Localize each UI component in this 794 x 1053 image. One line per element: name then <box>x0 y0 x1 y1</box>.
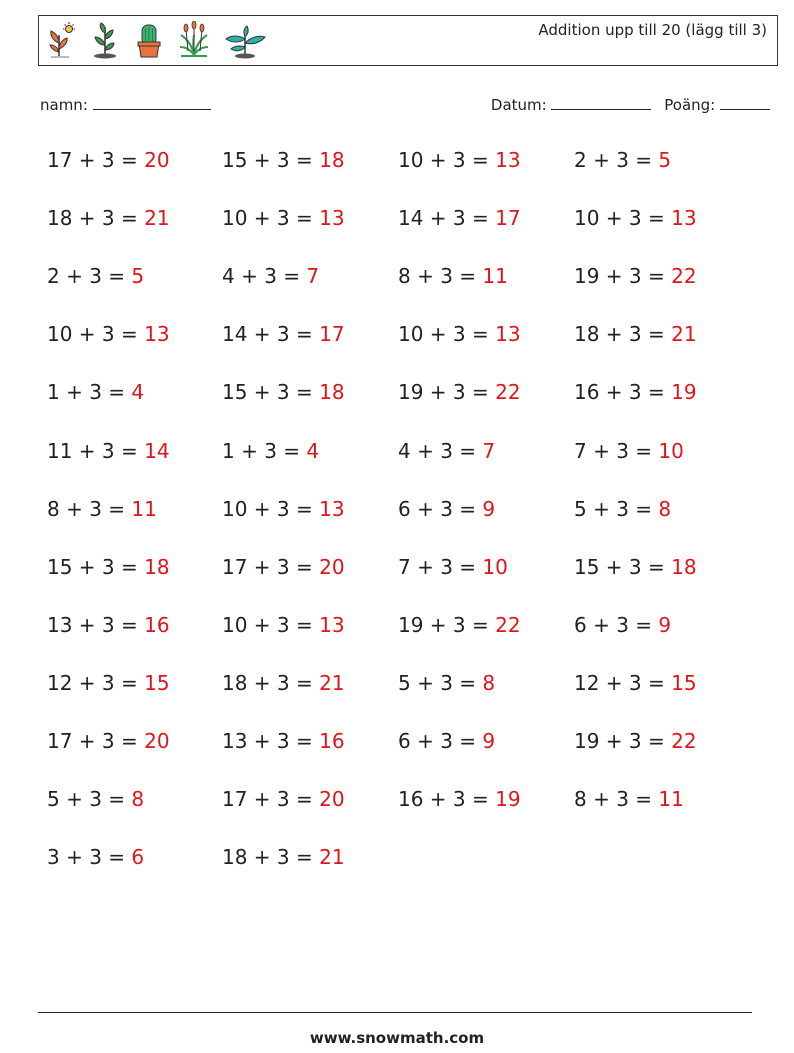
date-label: Datum: <box>490 96 547 114</box>
problem-item <box>47 264 144 288</box>
date-blank-line[interactable] <box>551 95 651 110</box>
problem-answer: 18 <box>144 555 170 579</box>
problem-item <box>574 264 697 288</box>
problem-answer: 13 <box>495 148 521 172</box>
problem-answer: 10 <box>658 439 684 463</box>
problem-answer: 21 <box>319 845 345 869</box>
problem-answer: 7 <box>482 439 496 463</box>
problem-item <box>398 264 508 288</box>
problem-item <box>574 206 697 230</box>
problem-answer: 5 <box>131 264 145 288</box>
problem-expression: 1 + 3 = <box>47 380 132 404</box>
problem-answer: 16 <box>144 613 170 637</box>
problem-item <box>574 671 697 695</box>
problem-answer: 13 <box>319 497 345 521</box>
problem-expression: 19 + 3 = <box>398 613 496 637</box>
problem-expression: 18 + 3 = <box>222 845 320 869</box>
problem-item <box>574 613 671 637</box>
problem-expression: 15 + 3 = <box>47 555 145 579</box>
problem-item <box>222 555 345 579</box>
problem-answer: 20 <box>144 729 170 753</box>
problem-answer: 7 <box>306 264 320 288</box>
problem-item <box>398 439 495 463</box>
problem-answer: 20 <box>319 787 345 811</box>
problem-answer: 18 <box>671 555 697 579</box>
problem-item <box>47 555 170 579</box>
problem-answer: 21 <box>671 322 697 346</box>
problem-answer: 15 <box>144 671 170 695</box>
problem-expression: 2 + 3 = <box>47 264 132 288</box>
problem-expression: 18 + 3 = <box>574 322 672 346</box>
problem-item <box>574 380 697 404</box>
problem-item <box>222 322 345 346</box>
problem-item <box>222 671 345 695</box>
problem-item <box>222 206 345 230</box>
problem-answer: 10 <box>482 555 508 579</box>
problem-item <box>47 148 170 172</box>
problem-answer: 8 <box>658 497 672 521</box>
problem-answer: 19 <box>495 787 521 811</box>
problem-item <box>222 439 319 463</box>
problem-item <box>398 613 521 637</box>
problem-answer: 13 <box>495 322 521 346</box>
header-box <box>38 15 778 66</box>
problem-answer: 9 <box>482 497 496 521</box>
problem-answer: 14 <box>144 439 170 463</box>
problem-expression: 8 + 3 = <box>574 787 659 811</box>
problem-expression: 19 + 3 = <box>398 380 496 404</box>
problem-answer: 13 <box>671 206 697 230</box>
problem-answer: 22 <box>671 264 697 288</box>
problem-expression: 3 + 3 = <box>47 845 132 869</box>
problem-answer: 21 <box>319 671 345 695</box>
problem-item <box>574 497 671 521</box>
problem-expression: 10 + 3 = <box>222 497 320 521</box>
problem-item <box>222 729 345 753</box>
worksheet-title: Addition upp till 20 (lägg till 3) <box>538 21 767 39</box>
problem-expression: 8 + 3 = <box>398 264 483 288</box>
problem-answer: 8 <box>482 671 496 695</box>
problem-answer: 13 <box>319 206 345 230</box>
problem-answer: 19 <box>671 380 697 404</box>
seedling-icon <box>223 21 267 59</box>
problem-item <box>222 380 345 404</box>
problem-answer: 17 <box>495 206 521 230</box>
problem-expression: 4 + 3 = <box>222 264 307 288</box>
name-blank-line[interactable] <box>93 95 211 110</box>
problem-item <box>47 497 157 521</box>
problem-item <box>398 206 521 230</box>
problem-item <box>222 148 345 172</box>
problem-answer: 16 <box>319 729 345 753</box>
problem-expression: 16 + 3 = <box>574 380 672 404</box>
problem-expression: 10 + 3 = <box>398 322 496 346</box>
problem-item <box>47 845 144 869</box>
problem-item <box>222 264 319 288</box>
score-blank-line[interactable] <box>720 95 770 110</box>
reed-grass-icon <box>177 21 211 59</box>
problem-answer: 6 <box>131 845 145 869</box>
problem-expression: 10 + 3 = <box>222 613 320 637</box>
problem-answer: 20 <box>319 555 345 579</box>
leafy-sprout-icon <box>89 21 121 59</box>
problem-item <box>398 729 495 753</box>
problem-answer: 11 <box>482 264 508 288</box>
problem-answer: 11 <box>131 497 157 521</box>
problem-item <box>222 497 345 521</box>
problem-expression: 17 + 3 = <box>222 555 320 579</box>
problem-item <box>398 555 508 579</box>
problem-item <box>398 787 521 811</box>
problem-answer: 18 <box>319 148 345 172</box>
problem-expression: 10 + 3 = <box>574 206 672 230</box>
name-label: namn: <box>40 96 88 114</box>
problem-item <box>47 671 170 695</box>
problem-item <box>574 729 697 753</box>
problem-expression: 5 + 3 = <box>574 497 659 521</box>
problem-answer: 20 <box>144 148 170 172</box>
problem-expression: 6 + 3 = <box>398 497 483 521</box>
problem-expression: 4 + 3 = <box>398 439 483 463</box>
problem-item <box>574 787 684 811</box>
problem-item <box>47 206 170 230</box>
problem-answer: 11 <box>658 787 684 811</box>
footer-divider <box>38 1012 752 1013</box>
problem-expression: 19 + 3 = <box>574 264 672 288</box>
problem-item <box>222 613 345 637</box>
plant-icons <box>45 21 274 61</box>
problem-expression: 1 + 3 = <box>222 439 307 463</box>
problem-item <box>398 380 521 404</box>
problem-expression: 6 + 3 = <box>398 729 483 753</box>
problem-item <box>47 787 144 811</box>
problem-expression: 18 + 3 = <box>222 671 320 695</box>
problem-expression: 18 + 3 = <box>47 206 145 230</box>
problem-expression: 19 + 3 = <box>574 729 672 753</box>
problem-answer: 21 <box>144 206 170 230</box>
problem-answer: 13 <box>319 613 345 637</box>
problem-item <box>574 555 697 579</box>
problem-expression: 15 + 3 = <box>222 380 320 404</box>
problem-item <box>398 322 521 346</box>
problem-expression: 17 + 3 = <box>47 729 145 753</box>
problem-item <box>574 148 671 172</box>
problem-item <box>47 322 170 346</box>
problem-item <box>398 497 495 521</box>
problem-expression: 10 + 3 = <box>398 148 496 172</box>
problem-expression: 5 + 3 = <box>398 671 483 695</box>
problem-expression: 6 + 3 = <box>574 613 659 637</box>
problem-answer: 22 <box>671 729 697 753</box>
problem-expression: 2 + 3 = <box>574 148 659 172</box>
problem-answer: 9 <box>482 729 496 753</box>
problem-expression: 12 + 3 = <box>47 671 145 695</box>
problem-item <box>222 845 345 869</box>
problem-expression: 13 + 3 = <box>222 729 320 753</box>
problem-expression: 14 + 3 = <box>398 206 496 230</box>
problem-item <box>47 613 170 637</box>
problem-item <box>47 729 170 753</box>
problem-expression: 17 + 3 = <box>222 787 320 811</box>
problem-answer: 18 <box>319 380 345 404</box>
problem-item <box>398 148 521 172</box>
problem-answer: 22 <box>495 380 521 404</box>
problem-expression: 10 + 3 = <box>222 206 320 230</box>
problem-expression: 7 + 3 = <box>574 439 659 463</box>
problem-expression: 11 + 3 = <box>47 439 145 463</box>
problem-expression: 13 + 3 = <box>47 613 145 637</box>
problem-expression: 16 + 3 = <box>398 787 496 811</box>
problem-expression: 12 + 3 = <box>574 671 672 695</box>
problem-answer: 15 <box>671 671 697 695</box>
problem-expression: 14 + 3 = <box>222 322 320 346</box>
problem-expression: 15 + 3 = <box>574 555 672 579</box>
problem-expression: 15 + 3 = <box>222 148 320 172</box>
problem-item <box>398 671 495 695</box>
problem-answer: 5 <box>658 148 672 172</box>
problem-answer: 4 <box>131 380 145 404</box>
problem-item <box>222 787 345 811</box>
problem-expression: 7 + 3 = <box>398 555 483 579</box>
problem-answer: 17 <box>319 322 345 346</box>
problem-item <box>574 439 684 463</box>
problem-expression: 8 + 3 = <box>47 497 132 521</box>
problem-answer: 13 <box>144 322 170 346</box>
problem-answer: 22 <box>495 613 521 637</box>
problem-item <box>47 439 170 463</box>
problem-answer: 4 <box>306 439 320 463</box>
problem-expression: 10 + 3 = <box>47 322 145 346</box>
problem-expression: 5 + 3 = <box>47 787 132 811</box>
date-score-fields <box>491 95 770 114</box>
footer-url: www.snowmath.com <box>309 1029 485 1047</box>
problem-item <box>47 380 144 404</box>
flower-sun-icon <box>45 21 77 59</box>
problem-item <box>574 322 697 346</box>
potted-cactus-icon <box>133 21 165 59</box>
score-label: Poäng: <box>664 96 716 114</box>
problem-expression: 17 + 3 = <box>47 148 145 172</box>
problem-answer: 8 <box>131 787 145 811</box>
problem-answer: 9 <box>658 613 672 637</box>
name-field <box>40 95 211 114</box>
